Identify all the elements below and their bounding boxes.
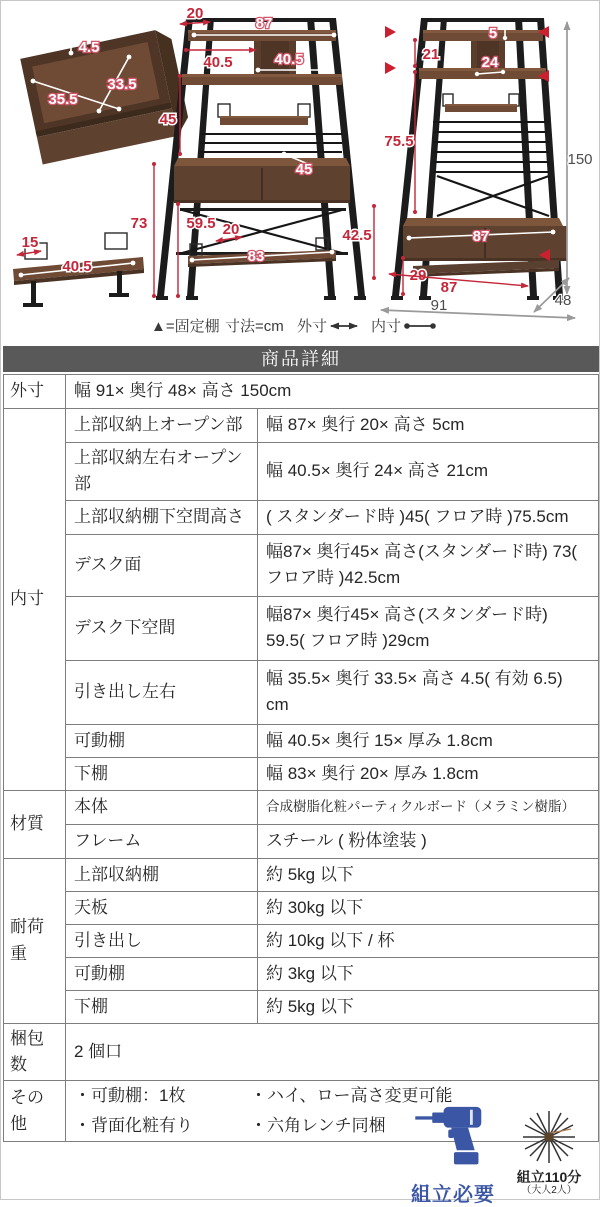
dim-std-lower-width: 83	[247, 248, 265, 265]
row-label: その他	[4, 1081, 66, 1142]
assembly-people-label: （大人2人）	[521, 1185, 577, 1197]
dim-flr-shelf-height: 75.5	[384, 133, 414, 150]
drawer-diagram	[20, 27, 191, 164]
row-value: 幅 83× 奥行 20× 厚み 1.8cm	[258, 757, 599, 790]
spec-table	[3, 374, 599, 1142]
dim-drawer-depth: 33.5	[107, 76, 137, 93]
row-value: 幅87× 奥行45× 高さ(スタンダード時) 73( フロア時 )42.5cm	[258, 534, 599, 596]
table-row	[4, 1023, 599, 1081]
row-value: 幅 35.5× 奥行 33.5× 高さ 4.5( 有効 6.5) cm	[258, 660, 599, 724]
dim-flr-under-height: 29	[409, 267, 427, 284]
diagram-legend	[151, 318, 436, 335]
other-bullet: ・ハイ、ロー高さ変更可能	[250, 1086, 453, 1106]
assembly-required-label: 組立必要	[411, 1184, 495, 1206]
row-sublabel: フレーム	[66, 824, 258, 858]
dim-flr-outer-depth: 48	[554, 292, 572, 309]
legend-outer: 外寸	[297, 318, 328, 335]
row-sublabel: 可動棚	[66, 724, 258, 757]
row-sublabel: デスク下空間	[66, 596, 258, 660]
dim-shelf-width: 40.5	[62, 258, 92, 275]
row-value: 約 10kg 以下 / 杯	[258, 924, 599, 957]
drill-icon	[414, 1105, 492, 1171]
legend-fixed-shelf: ▲=固定棚	[151, 318, 220, 335]
spec-table-title: 商品詳細	[3, 346, 599, 372]
row-value: 約 5kg 以下	[258, 990, 599, 1023]
footer-icons	[1, 1097, 600, 1206]
row-label: 内寸	[4, 409, 66, 791]
dim-std-top-depth: 20	[186, 5, 204, 22]
dim-std-shelf-height: 45	[159, 111, 177, 128]
legend-unit: 寸法=cm	[225, 318, 284, 335]
dim-flr-desk-height: 42.5	[342, 227, 372, 244]
dim-shelf-depth: 15	[21, 234, 39, 251]
table-row	[4, 957, 599, 990]
table-row	[4, 891, 599, 924]
dim-flr-top-height: 5	[488, 25, 498, 42]
assembly-time-label: 組立110分	[516, 1169, 582, 1185]
dim-std-open-right: 40.5	[274, 51, 304, 68]
row-sublabel: 引き出し	[66, 924, 258, 957]
other-bullet: ・背面化粧有り	[74, 1115, 193, 1135]
row-value: 合成樹脂化粧パーティクルボード（メラミン樹脂）	[258, 790, 599, 824]
row-value: 幅 40.5× 奥行 24× 高さ 21cm	[258, 443, 599, 501]
row-value: ( スタンダード時 )45( フロア時 )75.5cm	[258, 500, 599, 534]
dim-flr-desk-width: 87	[472, 228, 490, 245]
row-sublabel: 引き出し左右	[66, 660, 258, 724]
table-row	[4, 375, 599, 409]
desk-floor-diagram	[342, 18, 592, 318]
row-sublabel: 本体	[66, 790, 258, 824]
assembly-time-block	[509, 1109, 589, 1197]
assembly-time-clock-icon	[521, 1109, 577, 1165]
row-value: 約 3kg 以下	[258, 957, 599, 990]
dim-std-open-left: 40.5	[203, 54, 233, 71]
row-sublabel: 天板	[66, 891, 258, 924]
dim-flr-total-height: 150	[567, 151, 593, 168]
row-value: 約 30kg 以下	[258, 891, 599, 924]
row-label: 梱包数	[4, 1023, 66, 1081]
row-value: 幅 40.5× 奥行 15× 厚み 1.8cm	[258, 724, 599, 757]
table-row	[4, 757, 599, 790]
row-sublabel: 上部収納上オープン部	[66, 409, 258, 443]
table-row	[4, 724, 599, 757]
row-value: 幅87× 奥行45× 高さ(スタンダード時) 59.5( フロア時 )29cm	[258, 596, 599, 660]
row-sublabel: 下棚	[66, 757, 258, 790]
dim-flr-open-width: 24	[481, 54, 499, 71]
dim-std-desk-depth: 45	[295, 161, 313, 178]
shelf-diagram	[13, 233, 144, 307]
dim-std-top-width: 87	[255, 15, 273, 32]
dim-std-under-height: 59.5	[186, 215, 216, 232]
table-row	[4, 990, 599, 1023]
row-sublabel: 可動棚	[66, 957, 258, 990]
other-bullet: ・六角レンチ同梱	[250, 1115, 386, 1135]
table-row	[4, 443, 599, 501]
table-row	[4, 924, 599, 957]
dim-drawer-height: 4.5	[78, 39, 100, 56]
dim-drawer-width: 35.5	[48, 91, 78, 108]
table-row	[4, 409, 599, 443]
table-row	[4, 790, 599, 824]
row-sublabel: 上部収納左右オープン部	[66, 443, 258, 501]
row-value: スチール ( 粉体塗装 )	[258, 824, 599, 858]
row-sublabel: デスク面	[66, 534, 258, 596]
dim-flr-open-height: 21	[422, 46, 440, 63]
table-row	[4, 858, 599, 891]
dim-flr-bottom-width: 87	[440, 279, 458, 296]
other-bullet: ・可動棚：1枚	[74, 1086, 186, 1106]
table-row	[4, 534, 599, 596]
row-value: 2 個口	[66, 1023, 599, 1081]
row-label: 材質	[4, 790, 66, 858]
dim-std-lower-depth: 20	[222, 221, 240, 238]
row-sublabel: 上部収納棚下空間高さ	[66, 500, 258, 534]
row-value: 幅 87× 奥行 20× 高さ 5cm	[258, 409, 599, 443]
table-row	[4, 660, 599, 724]
legend-inner: 内寸	[371, 318, 402, 335]
table-row	[4, 824, 599, 858]
table-row	[4, 500, 599, 534]
row-value: 幅 91× 奥行 48× 高さ 150cm	[66, 375, 599, 409]
row-label: 外寸	[4, 375, 66, 409]
table-row	[4, 596, 599, 660]
dim-flr-outer-width: 91	[430, 297, 448, 314]
row-label: 耐荷重	[4, 858, 66, 1023]
assembly-required-block	[405, 1105, 501, 1207]
row-sublabel: 下棚	[66, 990, 258, 1023]
row-sublabel: 上部収納棚	[66, 858, 258, 891]
dimension-diagram	[1, 1, 600, 341]
dim-std-desk-height: 73	[130, 215, 148, 232]
row-value: 約 5kg 以下	[258, 858, 599, 891]
